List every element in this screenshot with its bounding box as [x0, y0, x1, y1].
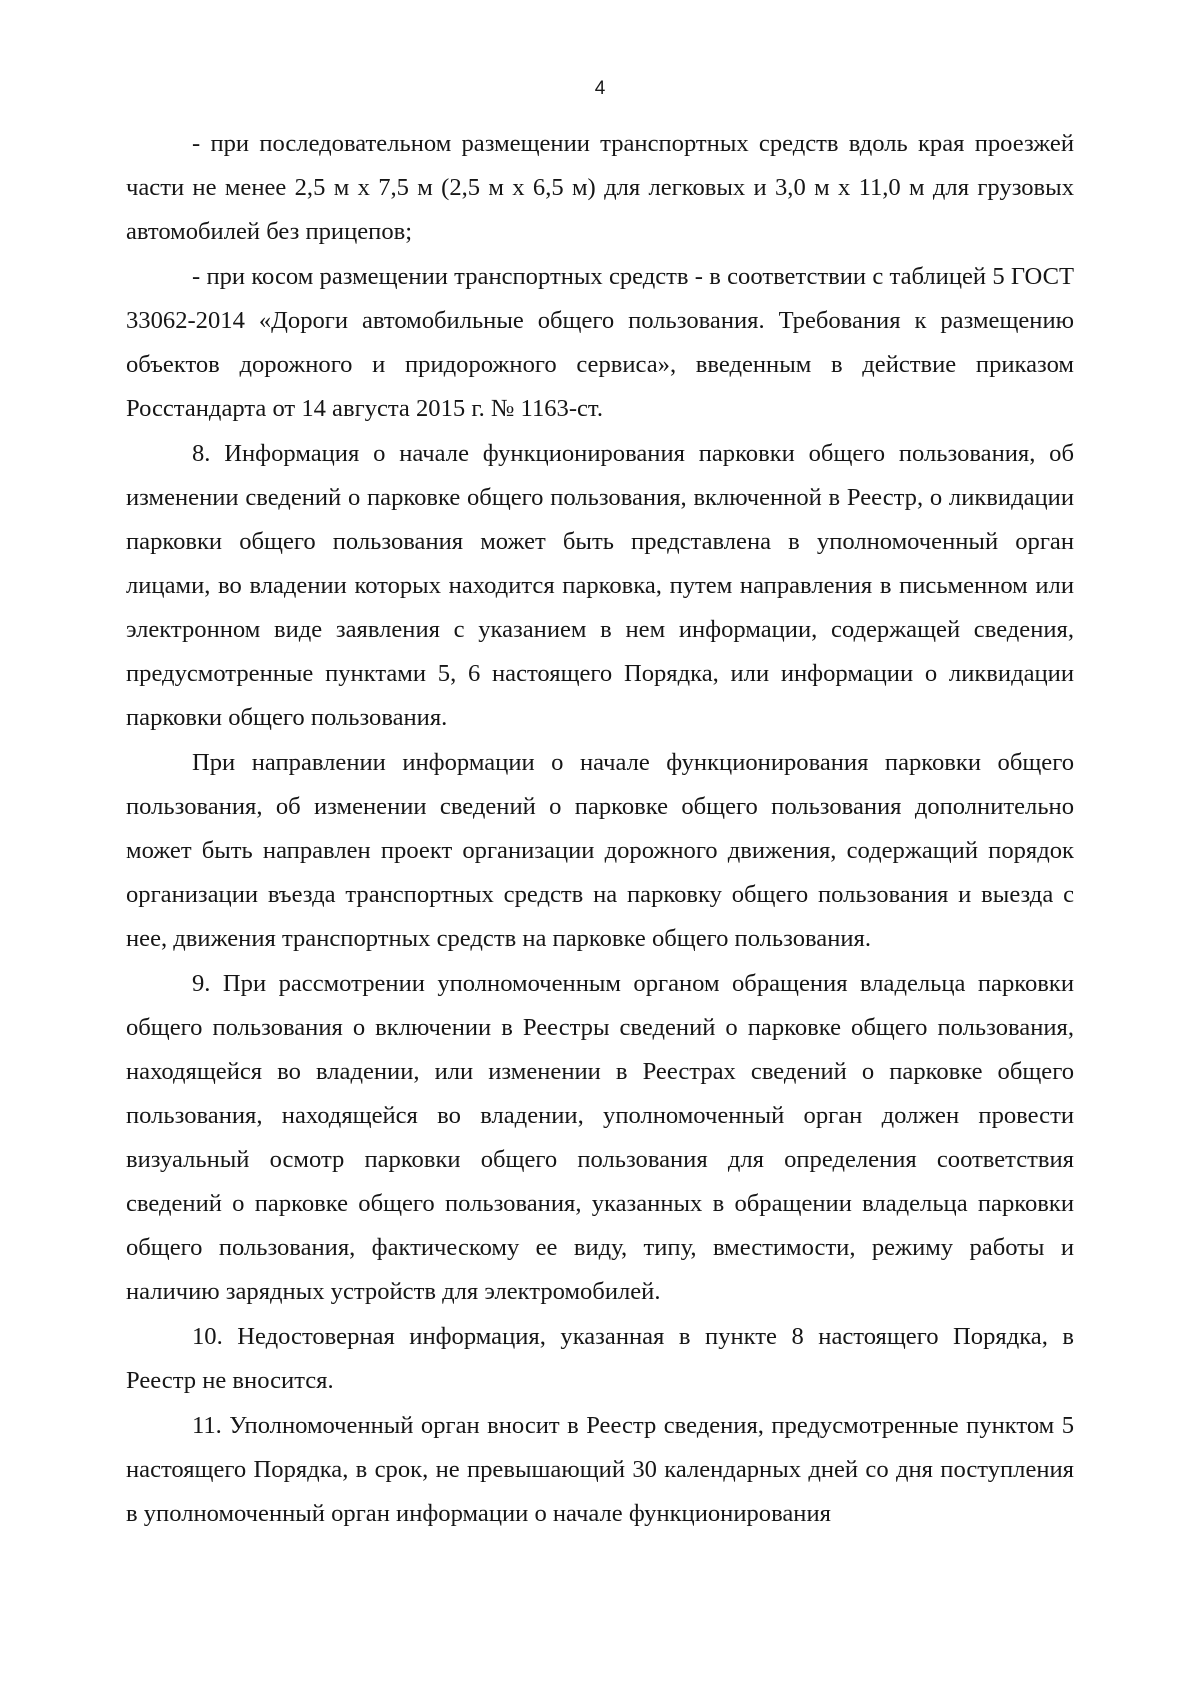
paragraph-parallel-parking: - при последовательном размещении транспортных средств вдоль края проезжей части не менее 2,5 м х 7,5 м (2,5 м х 6,5 м) для легковых и 3,0 м х 11,0 м для грузовых автомобилей без прицепов; [126, 130, 1074, 245]
paragraph-item-10: 10. Недостоверная информация, указанная в пункте 8 настоящего Порядка, в Реестр не вносится. [126, 1323, 1074, 1394]
paragraph-item-8: 8. Информация о начале функционирования парковки общего пользования, об изменении сведений о парковке общего пользования, включенной в Реестр, о ликвидации парковки общего пользования может быть представлена в уполномоченный орган лицами, во владении которых находится парковка, путем направления в письменном или электронном виде заявления с указанием в нем информации, содержащей сведения, предусмотренные пунктами 5, 6 настоящего Порядка, или информации о ликвидации парковки общего пользования. [126, 440, 1074, 731]
document-body [126, 122, 1074, 1537]
paragraph-item-9: 9. При рассмотрении уполномоченным органом обращения владельца парковки общего пользования о включении в Реестры сведений о парковке общего пользования, находящейся во владении, или изменении в Реестрах сведений о парковке общего пользования, находящейся во владении, уполномоченный орган должен провести визуальный осмотр парковки общего пользования для определения соответствия сведений о парковке общего пользования, указанных в обращении владельца парковки общего пользования, фактическому ее виду, типу, вместимости, режиму работы и наличию зарядных устройств для электромобилей. [126, 970, 1074, 1305]
page-number: 4 [594, 78, 606, 99]
paragraph-item-8-additional: При направлении информации о начале функционирования парковки общего пользования, об изменении сведений о парковке общего пользования дополнительно может быть направлен проект организации дорожного движения, содержащий порядок организации въезда транспортных средств на парковку общего пользования и выезда с нее, движения транспортных средств на парковке общего пользования. [126, 749, 1074, 952]
paragraph-angled-parking: - при косом размещении транспортных средств - в соответствии с таблицей 5 ГОСТ 33062-2014 «Дороги автомобильные общего пользования. Требования к размещению объектов дорожного и придорожного сервиса», введенным в действие приказом Росстандарта от 14 августа 2015 г. № 1163-ст. [126, 263, 1074, 422]
paragraph-item-11: 11. Уполномоченный орган вносит в Реестр сведения, предусмотренные пунктом 5 настоящего Порядка, в срок, не превышающий 30 календарных дней со дня поступления в уполномоченный орган информации о начале функционирования [126, 1412, 1074, 1527]
